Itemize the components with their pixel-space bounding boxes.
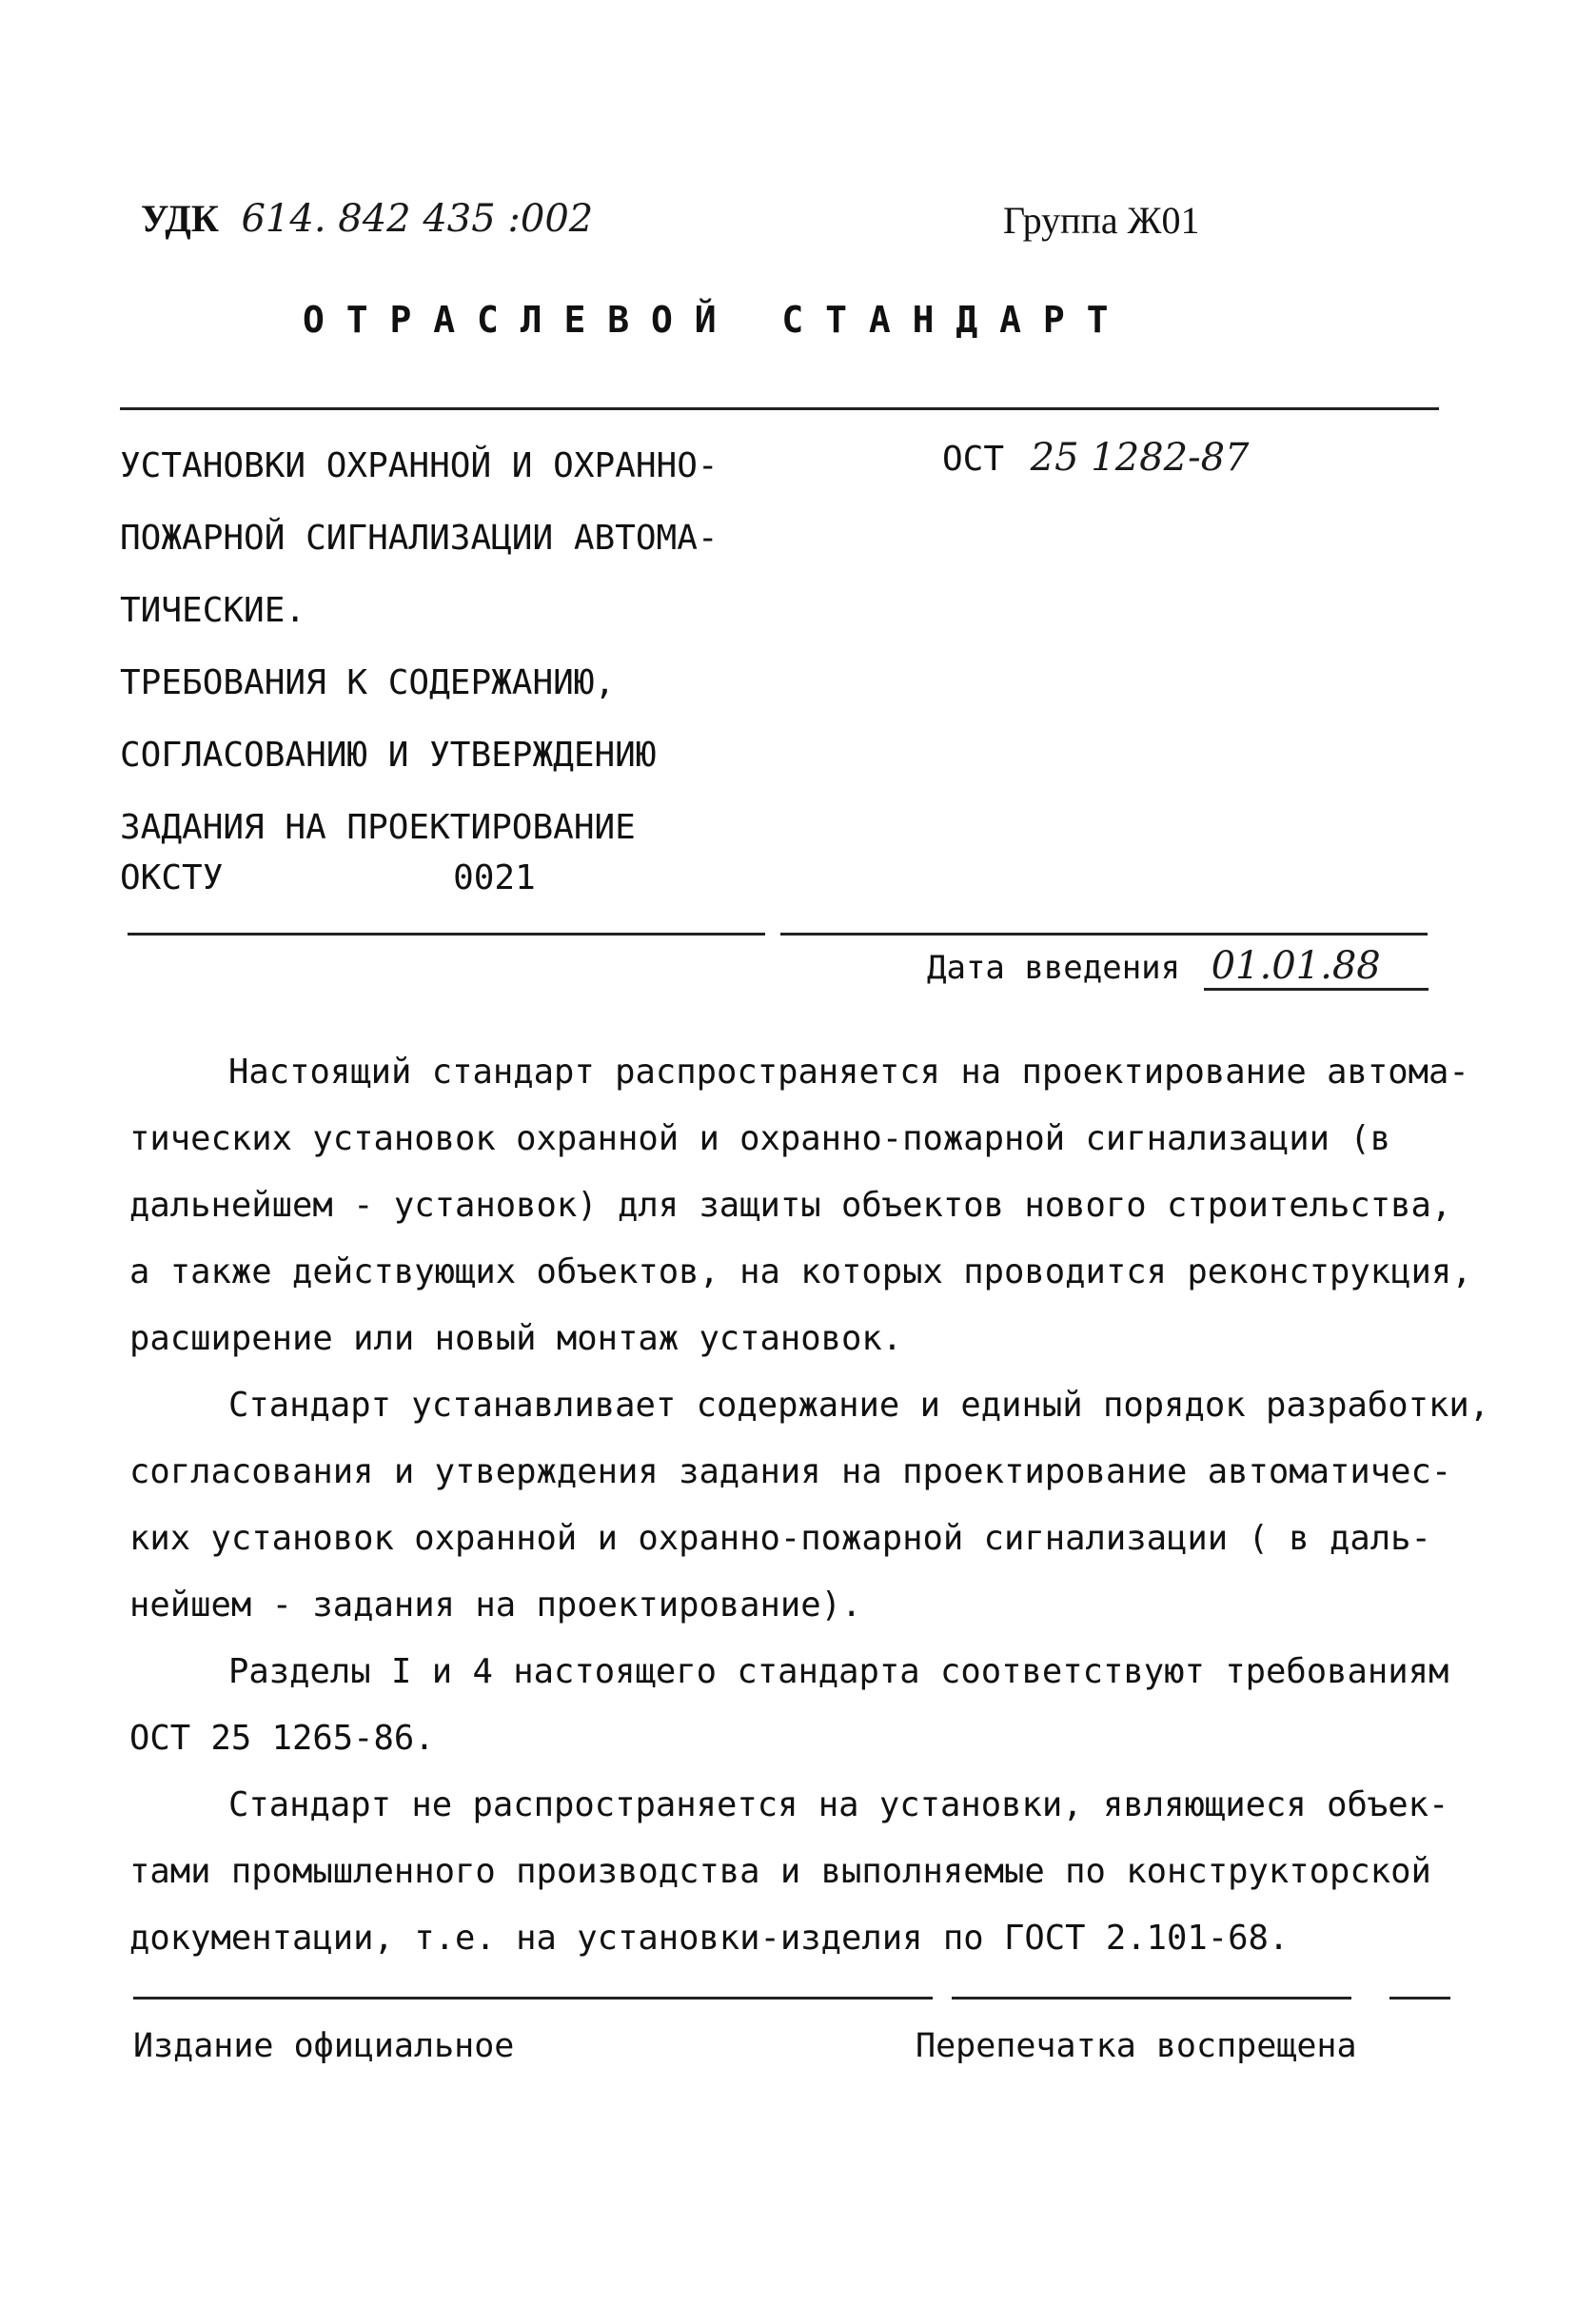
body-line: согласования и утверждения задания на проектирование автоматичес- — [129, 1452, 1452, 1491]
document-heading: О Т Р А С Л Е В О Й С Т А Н Д А Р Т — [303, 299, 1109, 341]
body-line: нейшем - задания на проектирование). — [129, 1586, 862, 1625]
footer-rule-3 — [1389, 1997, 1450, 2000]
title-block — [120, 430, 719, 864]
body-line: расширение или новый монтаж установок. — [129, 1319, 903, 1358]
title-line: СОГЛАСОВАНИЮ И УТВЕРЖДЕНИЮ — [120, 736, 657, 775]
oksty-label: ОКСТУ — [120, 858, 224, 897]
intro-date — [927, 944, 1429, 991]
title-line: ТРЕБОВАНИЯ К СОДЕРЖАНИЮ, — [120, 663, 616, 702]
heading-rule — [120, 407, 1439, 410]
title-rule-left — [128, 933, 765, 936]
body-line: ких установок охранной и охранно-пожарной сигнализации ( в даль- — [129, 1519, 1431, 1558]
ost-label: ОСТ — [942, 440, 1005, 479]
title-line: ЗАДАНИЯ НА ПРОЕКТИРОВАНИЕ — [120, 808, 636, 847]
udk-block — [141, 196, 593, 241]
body-line: тических установок охранной и охранно-пожарной сигнализации (в — [129, 1119, 1391, 1158]
body-line: а также действующих объектов, на которых проводится реконструкция, — [129, 1252, 1472, 1291]
title-line: УСТАНОВКИ ОХРАННОЙ И ОХРАННО- — [120, 446, 719, 485]
body-line: Стандарт не распространяется на установки, являющиеся объек- — [228, 1785, 1449, 1824]
ost-designation — [942, 436, 1250, 480]
udk-label: УДК — [141, 197, 219, 240]
oksty-row — [120, 858, 536, 897]
udk-number: 614. 842 435 :002 — [241, 197, 594, 241]
footer-rule-2 — [952, 1997, 1351, 2000]
body-line: дальнейшем - установок) для защиты объектов нового строительства, — [129, 1186, 1452, 1225]
body-line: Разделы I и 4 настоящего стандарта соответствуют требованиям — [228, 1652, 1449, 1691]
footer-reprint-notice: Перепечатка воспрещена — [916, 2027, 1357, 2065]
body-line: Настоящий стандарт распространяется на проектирование автома- — [228, 1053, 1469, 1092]
footer-rule-1 — [133, 1997, 933, 2000]
body-line: ОСТ 25 1265-86. — [129, 1719, 435, 1758]
title-line: ПОЖАРНОЙ СИГНАЛИЗАЦИИ АВТОМА- — [120, 519, 719, 558]
group-code: Группа Ж01 — [1003, 199, 1200, 242]
intro-date-label: Дата введения — [927, 949, 1181, 987]
oksty-code: 0021 — [453, 858, 536, 897]
ost-number: 25 1282-87 — [1030, 436, 1250, 480]
body-line: тами промышленного производства и выполняемые по конструкторской — [129, 1852, 1431, 1891]
footer-edition: Издание официальное — [133, 2027, 515, 2065]
title-rule-right — [780, 933, 1428, 936]
body-line: Стандарт устанавливает содержание и единый порядок разработки, — [228, 1386, 1490, 1425]
body-line: документации, т.е. на установки-изделия по ГОСТ 2.101-68. — [129, 1919, 1290, 1958]
title-line: ТИЧЕСКИЕ. — [120, 591, 306, 630]
intro-date-value: 01.01.88 — [1204, 944, 1429, 991]
